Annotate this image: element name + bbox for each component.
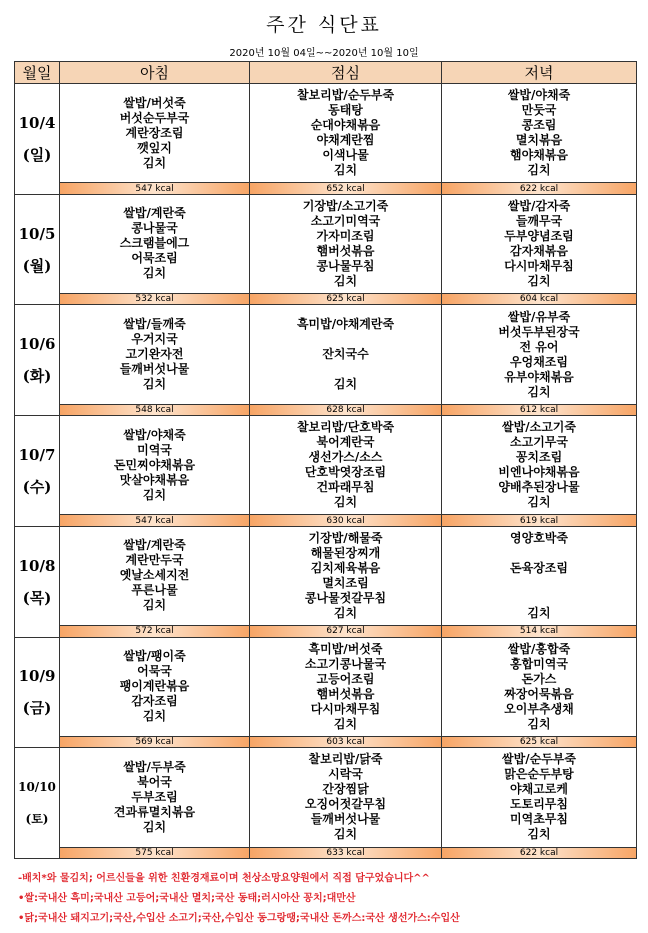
breakfast-kcal: 547 kcal	[60, 183, 250, 194]
day-cell	[15, 748, 60, 859]
lunch-item: 찰보리밥/닭죽	[308, 752, 383, 767]
breakfast-cell	[60, 526, 250, 625]
lunch-item: 찰보리밥/단호박죽	[296, 420, 395, 435]
dinner-item: 미역초무침	[510, 812, 568, 827]
dinner-item: 김치	[527, 495, 551, 510]
kcal-row	[15, 294, 637, 305]
dinner-item: 버섯두부된장국	[498, 324, 580, 339]
lunch-item: 간장찜닭	[322, 782, 369, 797]
note-origin-1: •쌀:국내산 흑미;국내산 고등어;국내산 멸치;국산 동태;러시아산 꽁치;대만산	[18, 893, 356, 904]
day-date: 10/7	[18, 445, 56, 464]
dinner-item: 야채고로케	[510, 782, 568, 797]
lunch-item: 햄버섯볶음	[316, 686, 375, 701]
lunch-item: 콩나물젓갈무침	[304, 590, 387, 605]
day-date: 10/4	[18, 113, 56, 132]
dinner-item: 김치	[527, 163, 551, 178]
dinner-item: 다시마채무침	[504, 258, 574, 273]
header-day: 월일	[15, 62, 60, 84]
lunch-item: 멸치조림	[322, 575, 369, 590]
day-weekday: (일)	[22, 145, 52, 164]
day-weekday: (월)	[22, 256, 52, 275]
breakfast-item: 미역국	[137, 442, 172, 457]
dinner-item: 쌀밥/감자죽	[507, 198, 571, 213]
lunch-item: 순대야채볶음	[310, 118, 381, 133]
day-date: 10/5	[18, 224, 56, 243]
day-weekday: (수)	[22, 477, 52, 496]
breakfast-item: 북어국	[137, 774, 172, 789]
dinner-item: 우엉채조림	[510, 354, 568, 369]
day-cell	[15, 637, 60, 748]
lunch-kcal: 625 kcal	[250, 294, 442, 305]
menu-table	[14, 61, 637, 859]
day-weekday: (토)	[25, 812, 49, 827]
lunch-kcal: 628 kcal	[250, 404, 442, 415]
breakfast-item: 들깨버섯나물	[119, 362, 190, 377]
day-date: 10/9	[18, 667, 56, 686]
dinner-item: 콩조림	[521, 118, 557, 133]
lunch-item: 소고기콩나물국	[304, 656, 387, 671]
lunch-item: 김치	[333, 716, 358, 731]
breakfast-item: 견과류멸치볶음	[113, 804, 196, 819]
breakfast-cell	[60, 416, 250, 515]
day-row	[15, 416, 637, 515]
kcal-row	[15, 515, 637, 526]
dinner-item: 맑은순두부탕	[504, 767, 574, 782]
dinner-item: 김치	[527, 716, 551, 731]
kcal-row	[15, 626, 637, 637]
breakfast-item: 쌀밥/야채죽	[123, 427, 186, 442]
day-weekday: (화)	[22, 367, 52, 386]
dinner-cell	[442, 637, 637, 736]
lunch-item: 김치	[333, 377, 358, 392]
dinner-item: 홍합미역국	[510, 656, 568, 671]
day-date: 10/8	[18, 556, 56, 575]
dinner-cell	[442, 416, 637, 515]
dinner-item: 전 유어	[519, 339, 559, 354]
dinner-item: 두부양념조림	[504, 228, 574, 243]
dinner-item: 멸치볶음	[515, 133, 563, 148]
lunch-item: 고등어조림	[316, 671, 375, 686]
dinner-kcal: 604 kcal	[442, 294, 637, 305]
lunch-item: 오징어젓갈무침	[304, 797, 387, 812]
breakfast-kcal: 569 kcal	[60, 736, 250, 747]
lunch-item: 김치	[333, 163, 358, 178]
breakfast-cell	[60, 748, 250, 847]
lunch-item: 단호박엿장조림	[304, 465, 387, 480]
breakfast-item: 쌀밥/팽이죽	[123, 649, 186, 664]
breakfast-item: 푸른나물	[131, 583, 178, 598]
header-row	[15, 62, 637, 84]
dinner-item: 쌀밥/유부죽	[507, 309, 571, 324]
dinner-cell	[442, 194, 637, 293]
lunch-cell	[250, 748, 442, 847]
dinner-item: 만둣국	[521, 103, 557, 118]
lunch-kcal: 652 kcal	[250, 183, 442, 194]
lunch-item: 야채계란찜	[316, 133, 375, 148]
day-row	[15, 748, 637, 847]
header-lunch: 점심	[250, 62, 442, 84]
breakfast-item: 우거지국	[131, 332, 178, 347]
lunch-item: 가자미조림	[316, 228, 375, 243]
menu-body	[15, 84, 637, 859]
dinner-item: 소고기무국	[510, 435, 568, 450]
lunch-item: 생선가스/소스	[308, 450, 383, 465]
lunch-item: 기장밥/소고기죽	[302, 198, 389, 213]
day-cell	[15, 194, 60, 305]
dinner-item	[442, 546, 636, 561]
lunch-item: 북어계란국	[316, 435, 375, 450]
breakfast-item: 깻잎지	[137, 140, 172, 155]
breakfast-kcal: 572 kcal	[60, 626, 250, 637]
lunch-item: 김치	[333, 827, 358, 842]
breakfast-item: 김치	[142, 155, 167, 170]
lunch-item: 동태탕	[328, 103, 363, 118]
day-weekday: (금)	[22, 699, 52, 718]
day-date: 10/6	[18, 335, 56, 354]
note-origin-2: •닭;국내산 돼지고기;국산,수입산 소고기;국산,수입산 동그랑땡;국내산 돈까스:국산 생선가스:수입산	[18, 913, 460, 924]
dinner-item: 쌀밥/야채죽	[507, 88, 571, 103]
lunch-item: 소고기미역국	[310, 213, 381, 228]
dinner-cell	[442, 84, 637, 183]
breakfast-kcal: 548 kcal	[60, 404, 250, 415]
dinner-cell	[442, 748, 637, 847]
dinner-item: 햄야채볶음	[510, 148, 568, 163]
dinner-item: 감자채볶음	[510, 243, 568, 258]
breakfast-item: 버섯순두부국	[119, 110, 190, 125]
dinner-cell	[442, 305, 637, 404]
breakfast-cell	[60, 194, 250, 293]
lunch-item: 콩나물무침	[316, 258, 375, 273]
lunch-item: 이색나물	[322, 148, 369, 163]
breakfast-item: 고기완자전	[125, 347, 184, 362]
breakfast-kcal: 532 kcal	[60, 294, 250, 305]
date-range: 2020년 10월 04일~~2020년 10월 10일	[229, 48, 419, 59]
dinner-item: 김치	[527, 605, 551, 620]
dinner-item: 쌀밥/순두부죽	[502, 752, 576, 767]
breakfast-item: 쌀밥/버섯죽	[123, 95, 186, 110]
breakfast-item: 어묵조림	[131, 251, 178, 266]
breakfast-item: 김치	[142, 709, 167, 724]
breakfast-cell	[60, 84, 250, 183]
dinner-item: 김치	[527, 384, 551, 399]
day-cell	[15, 84, 60, 195]
dinner-item: 유부야채볶음	[504, 369, 574, 384]
lunch-item: 찰보리밥/순두부죽	[296, 88, 395, 103]
header-breakfast: 아침	[60, 62, 250, 84]
breakfast-item: 팽이계란볶음	[119, 679, 190, 694]
lunch-item	[250, 332, 441, 347]
breakfast-item: 옛날소세지전	[119, 568, 190, 583]
breakfast-item: 김치	[142, 377, 167, 392]
breakfast-item: 쌀밥/계란죽	[123, 206, 186, 221]
day-row	[15, 194, 637, 293]
day-cell	[15, 526, 60, 637]
lunch-item: 들깨버섯나물	[310, 812, 381, 827]
lunch-item: 잔치국수	[322, 347, 369, 362]
breakfast-kcal: 547 kcal	[60, 515, 250, 526]
dinner-item: 꽁치조림	[515, 450, 563, 465]
lunch-kcal: 630 kcal	[250, 515, 442, 526]
breakfast-kcal: 575 kcal	[60, 847, 250, 858]
dinner-item: 양배추된장나물	[498, 480, 580, 495]
day-row	[15, 637, 637, 736]
lunch-cell	[250, 526, 442, 625]
lunch-item: 시락국	[328, 767, 363, 782]
breakfast-cell	[60, 305, 250, 404]
breakfast-item: 김치	[142, 819, 167, 834]
dinner-item: 도토리무침	[510, 797, 568, 812]
lunch-kcal: 603 kcal	[250, 736, 442, 747]
dinner-item: 쌀밥/소고기죽	[502, 420, 576, 435]
lunch-item: 해물된장찌개	[310, 545, 381, 560]
day-cell	[15, 305, 60, 416]
dinner-kcal: 514 kcal	[442, 626, 637, 637]
lunch-item: 김치제육볶음	[310, 560, 381, 575]
day-row	[15, 305, 637, 404]
breakfast-item: 돈민찌야채볶음	[113, 457, 196, 472]
lunch-cell	[250, 637, 442, 736]
lunch-item: 다시마채무침	[310, 701, 381, 716]
dinner-kcal: 625 kcal	[442, 736, 637, 747]
lunch-item: 건파래무침	[316, 480, 375, 495]
lunch-item: 햄버섯볶음	[316, 243, 375, 258]
dinner-item: 영양호박죽	[510, 530, 568, 545]
breakfast-item: 스크램블에그	[119, 236, 190, 251]
dinner-item: 오이부추생채	[504, 701, 574, 716]
dinner-item: 돈가스	[521, 671, 557, 686]
lunch-item: 기장밥/해물죽	[308, 530, 383, 545]
header-dinner: 저녁	[442, 62, 637, 84]
dinner-item: 쌀밥/홍합죽	[507, 641, 571, 656]
dinner-item: 돈육장조림	[510, 560, 568, 575]
lunch-item: 김치	[333, 273, 358, 288]
lunch-kcal: 633 kcal	[250, 847, 442, 858]
breakfast-item: 계란만두국	[125, 553, 184, 568]
page-title: 주간 식단표	[266, 14, 382, 36]
kcal-row	[15, 847, 637, 858]
note-kimchi: -배치*와 물김치; 어르신들을 위한 친환경재료이며 천상소망요양원에서 직접 담구었습니다^^	[18, 873, 430, 884]
kcal-row	[15, 404, 637, 415]
dinner-item: 비엔나야채볶음	[498, 465, 580, 480]
breakfast-item: 콩나물국	[131, 221, 178, 236]
breakfast-cell	[60, 637, 250, 736]
breakfast-item: 김치	[142, 487, 167, 502]
dinner-cell	[442, 526, 637, 625]
lunch-item: 김치	[333, 605, 358, 620]
breakfast-item: 쌀밥/두부죽	[123, 759, 186, 774]
kcal-row	[15, 183, 637, 194]
dinner-kcal: 622 kcal	[442, 183, 637, 194]
breakfast-item: 쌀밥/들깨죽	[123, 317, 186, 332]
dinner-item: 김치	[527, 827, 551, 842]
breakfast-item: 김치	[142, 598, 167, 613]
lunch-kcal: 627 kcal	[250, 626, 442, 637]
dinner-item	[442, 576, 636, 591]
dinner-item	[442, 591, 636, 606]
lunch-cell	[250, 305, 442, 404]
lunch-cell	[250, 194, 442, 293]
breakfast-item: 감자조림	[131, 694, 178, 709]
breakfast-item: 계란장조림	[125, 125, 184, 140]
dinner-kcal: 622 kcal	[442, 847, 637, 858]
lunch-cell	[250, 416, 442, 515]
day-weekday: (목)	[22, 588, 52, 607]
day-row	[15, 526, 637, 625]
breakfast-item: 두부조림	[131, 789, 178, 804]
lunch-cell	[250, 84, 442, 183]
lunch-item	[250, 362, 441, 377]
lunch-item: 흑미밥/야채계란죽	[296, 317, 395, 332]
dinner-item: 짜장어묵볶음	[504, 686, 574, 701]
kcal-row	[15, 736, 637, 747]
day-date: 10/10	[18, 780, 56, 795]
breakfast-item: 김치	[142, 266, 167, 281]
breakfast-item: 어묵국	[137, 664, 172, 679]
dinner-item: 들깨무국	[515, 213, 563, 228]
breakfast-item: 맛살야채볶음	[119, 472, 190, 487]
lunch-item: 김치	[333, 495, 358, 510]
dinner-item: 김치	[527, 273, 551, 288]
lunch-item: 흑미밥/버섯죽	[308, 641, 383, 656]
day-row	[15, 84, 637, 183]
dinner-kcal: 612 kcal	[442, 404, 637, 415]
dinner-kcal: 619 kcal	[442, 515, 637, 526]
day-cell	[15, 416, 60, 527]
breakfast-item: 쌀밥/계란죽	[123, 538, 186, 553]
